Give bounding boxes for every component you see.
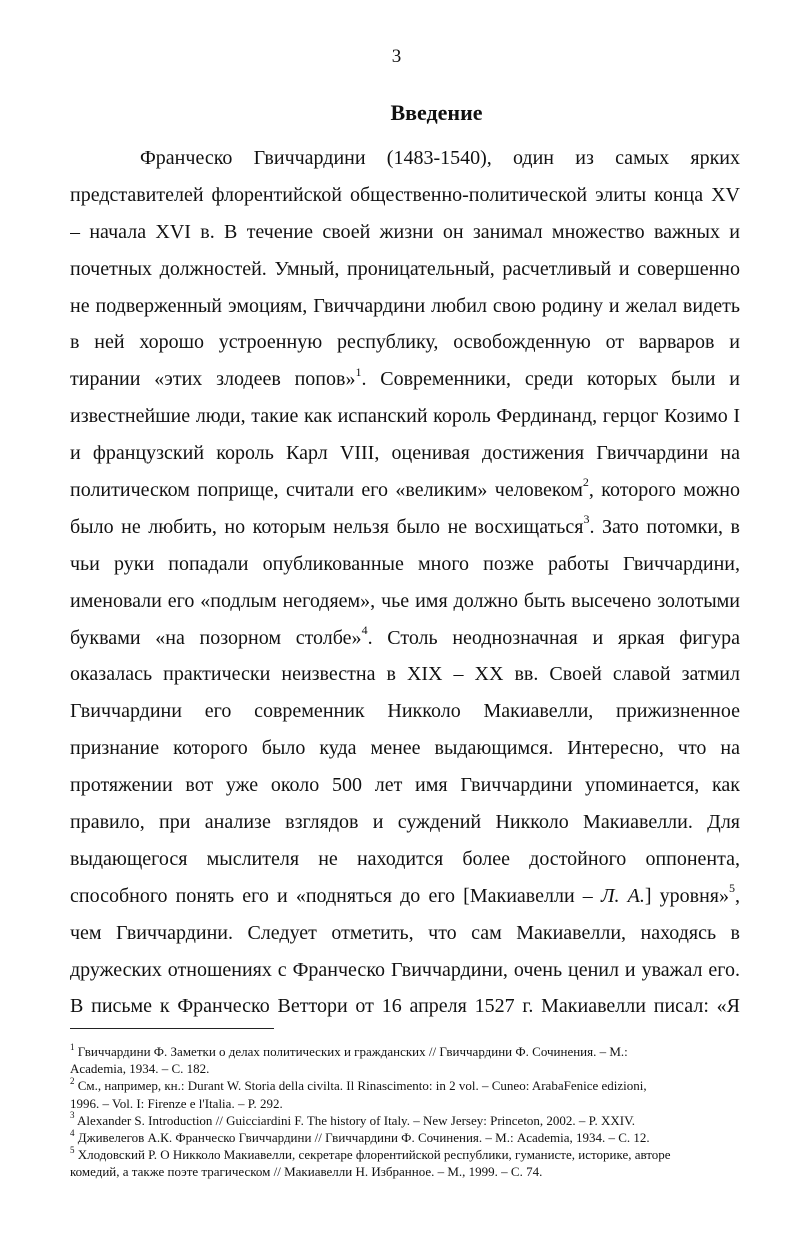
footnote-ref: 2 bbox=[582, 475, 589, 490]
text-line: протяжении вот уже около 500 лет имя Гвиччардини упоминается, как bbox=[70, 774, 740, 797]
text-segment: буквами «на позорном столбе» bbox=[70, 626, 362, 649]
footnote-continuation: Academia, 1934. – С. 182. bbox=[70, 1061, 210, 1077]
footnote bbox=[70, 1043, 745, 1060]
footnote-number: 3 bbox=[70, 1110, 75, 1121]
text-segment: . Столь неоднозначная и яркая фигура bbox=[367, 626, 740, 649]
text-segment: , которого можно bbox=[588, 479, 740, 502]
footnote-divider bbox=[70, 1028, 274, 1029]
footnote-continuation: комедий, а также поэте трагическом // Макиавелли Н. Избранное. – М., 1999. – С. 74. bbox=[70, 1164, 543, 1180]
text-line bbox=[70, 509, 740, 546]
text-line bbox=[70, 620, 740, 657]
text-line: Франческо Гвиччардини (1483-1540), один из самых ярких bbox=[140, 147, 740, 169]
footnote-number: 2 bbox=[70, 1076, 75, 1087]
footnote bbox=[70, 1146, 745, 1163]
main-text bbox=[70, 140, 740, 1025]
text-line: чем Гвиччардини. Следует отметить, что сам Макиавелли, находясь в bbox=[70, 921, 740, 944]
text-line: почетных должностей. Умный, проницательный, расчетливый и совершенно bbox=[70, 257, 740, 280]
text-line: способного понять его и «подняться до его [Макиавелли – Л. А.] уровня»$^5$, bbox=[70, 881, 740, 907]
footnote-number: 5 bbox=[70, 1144, 75, 1155]
footnote-number: 4 bbox=[70, 1127, 75, 1138]
footnote bbox=[70, 1077, 745, 1094]
page-title: Введение bbox=[390, 100, 483, 125]
text-line: оказалась практически неизвестна в XIX – XX вв. Своей славой затмил bbox=[70, 663, 740, 686]
text-line: выдающегося мыслителя не находится более достойного оппонента, bbox=[70, 847, 740, 870]
text-line: признание которого было куда менее выдающимся. Интересно, что на bbox=[70, 737, 740, 760]
footnote-text: Дживелегов А.К. Франческо Гвиччардини // Гвиччардини Ф. Сочинения. – М.: Academia, 1934. – С. 12. bbox=[77, 1130, 650, 1146]
text-segment: ] уровня» bbox=[644, 884, 729, 907]
footnote-text: См., например, кн.: Durant W. Storia della civilta. Il Rinascimento: in 2 vol. – Cuneo: ArabaFenice edizioni, bbox=[77, 1078, 647, 1094]
text-line bbox=[70, 472, 740, 509]
footnote-ref: 4 bbox=[361, 622, 368, 637]
footnote bbox=[70, 1129, 745, 1146]
author-initials: Л. А. bbox=[600, 884, 645, 907]
footnotes bbox=[70, 1043, 745, 1181]
text-line: – начала XVI в. В течение своей жизни он занимал множество важных и bbox=[70, 220, 740, 243]
text-line bbox=[70, 361, 740, 398]
text-line: не подверженный эмоциям, Гвиччардини любил свою родину и желал видеть bbox=[70, 294, 740, 317]
footnote-ref: 3 bbox=[583, 512, 590, 527]
footnote-text: Хлодовский Р. О Никколо Макиавелли, секретаре флорентийской республики, гуманисте, историке, авторе bbox=[77, 1147, 671, 1163]
footnote-ref: 5 bbox=[729, 881, 735, 896]
text-segment: тирании «этих злодеев попов» bbox=[70, 368, 356, 391]
footnote bbox=[70, 1112, 745, 1129]
footnote-number: 1 bbox=[70, 1041, 75, 1052]
footnote-continuation: 1996. – Vol. I: Firenze e l'Italia. – P. 292. bbox=[70, 1095, 283, 1111]
text-line: дружеских отношениях с Франческо Гвиччардини, очень ценил и уважал его. bbox=[70, 958, 740, 981]
text-segment: . Современники, среди которых были и bbox=[361, 368, 740, 391]
text-line: именовали его «подлым негодяем», чье имя должно быть высечено золотыми bbox=[70, 589, 740, 612]
text-line: известнейшие люди, такие как испанский король Фердинанд, герцог Козимо I bbox=[70, 405, 740, 428]
text-line: правило, при анализе взглядов и суждений Никколо Макиавелли. Для bbox=[70, 811, 740, 834]
text-line: В письме к Франческо Веттори от 16 апреля 1527 г. Макиавелли писал: «Я bbox=[70, 995, 740, 1018]
text-line: чьи руки попадали опубликованные много позже работы Гвиччардини, bbox=[70, 552, 740, 575]
text-line: и французский король Карл VIII, оценивая достижения Гвиччардини на bbox=[70, 442, 740, 465]
page-number: 3 bbox=[391, 46, 402, 67]
text-line: представителей флорентийской общественно-политической элиты конца XV bbox=[70, 183, 740, 206]
text-segment: политическом поприще, считали его «великим» человеком bbox=[70, 479, 583, 502]
footnote-text: Гвиччардини Ф. Заметки о делах политических и гражданских // Гвиччардини Ф. Сочинения. – М.: bbox=[77, 1044, 628, 1059]
footnote-ref: 1 bbox=[355, 364, 362, 379]
footnote-text: Alexander S. Introduction // Guicciardini F. The history of Italy. – New Jersey: Princeton, 2002. – P. XXIV. bbox=[77, 1112, 636, 1128]
text-segment: . Зато потомки, в bbox=[589, 515, 740, 538]
text-segment: было не любить, но которым нельзя было не восхищаться bbox=[70, 515, 584, 538]
text-line: Гвиччардини его современник Никколо Макиавелли, прижизненное bbox=[70, 700, 740, 723]
text-line: в ней хорошо устроенную республику, освобожденную от варваров и bbox=[70, 331, 740, 354]
text-segment: способного понять его и «подняться до его [Макиавелли – bbox=[70, 884, 601, 907]
